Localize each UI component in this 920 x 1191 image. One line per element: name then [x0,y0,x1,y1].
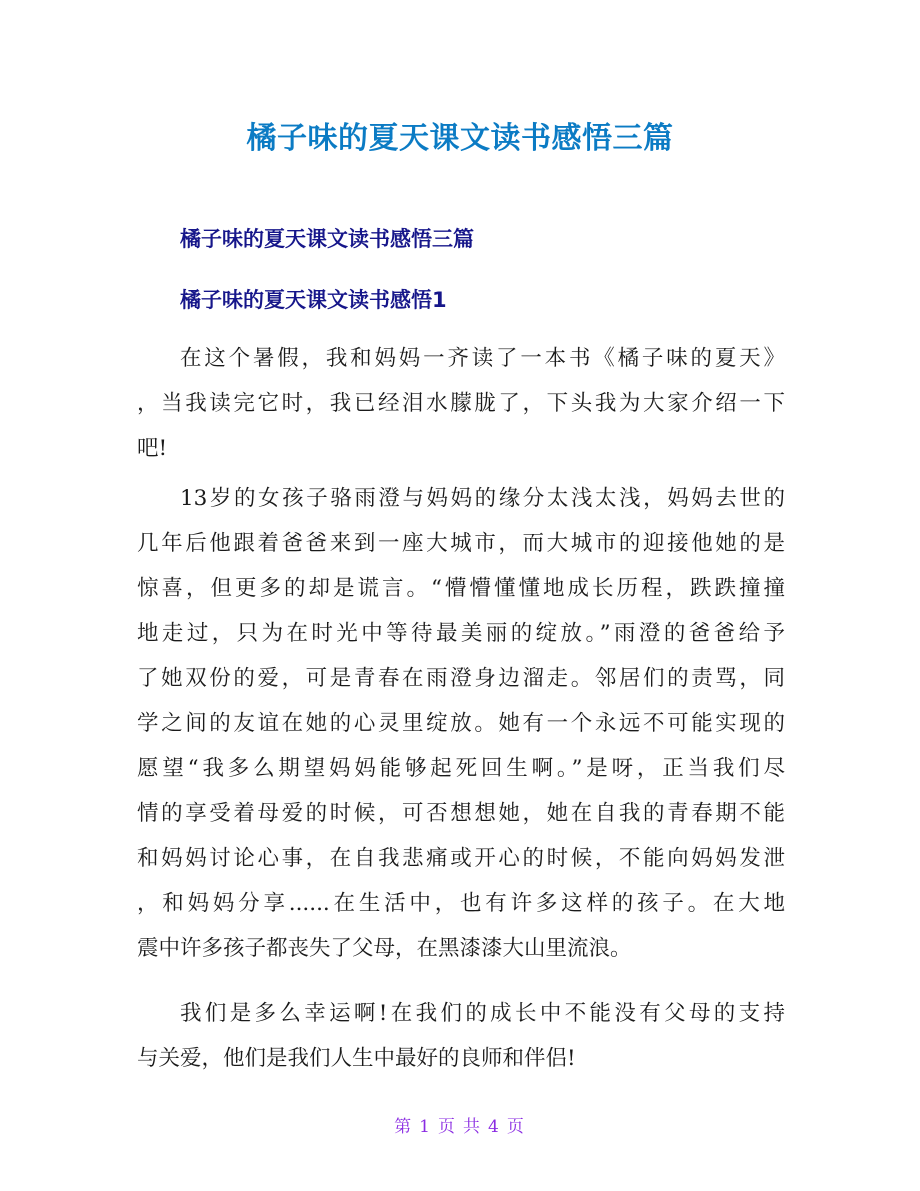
page-number-footer [0,1112,920,1137]
paragraph-line: 和妈妈讨论心事，在自我悲痛或开心的时候，不能向妈妈发泄 [137,846,785,871]
paragraph-line: 情的享受着母爱的时候，可否想想她，她在自我的青春期不能 [137,801,785,826]
paragraph-line: 在这个暑假，我和妈妈一齐读了一本书《橘子味的夏天》 [180,346,785,371]
paragraph-line: 与关爱，他们是我们人生中最好的良师和伴侣! [137,1046,576,1071]
paragraph-line: 13岁的女孩子骆雨澄与妈妈的缘分太浅太浅，妈妈去世的 [180,486,785,511]
footer-total-prefix: 共 [463,1117,482,1137]
paragraph-line: 吧! [137,436,168,461]
paragraph-line: 愿望“我多么期望妈妈能够起死回生啊。”是呀，正当我们尽 [137,756,785,781]
paragraph-line: 学之间的友谊在她的心灵里绽放。她有一个永远不可能实现的 [137,711,785,736]
paragraph-2 [137,476,785,971]
footer-prefix: 第 [394,1117,414,1137]
paragraph-line: 我们是多么幸运啊!在我们的成长中不能没有父母的支持 [180,1001,785,1026]
footer-total-unit: 页 [506,1117,526,1137]
paragraph-line: 惊喜，但更多的却是谎言。“懵懵懂懂地成长历程，跌跌撞撞 [137,576,785,601]
subsection-heading: 橘子味的夏天课文读书感悟1 [180,288,447,312]
paragraph-line: ，当我读完它时，我已经泪水朦胧了，下头我为大家介绍一下 [137,391,785,416]
current-page-number: 1 [419,1117,432,1137]
paragraph-line: 几年后他跟着爸爸来到一座大城市，而大城市的迎接他她的是 [137,531,785,556]
paragraph-line: 震中许多孩子都丧失了父母，在黑漆漆大山里流浪。 [137,936,632,961]
paragraph-3 [137,991,785,1081]
document-title: 橘子味的夏天课文读书感悟三篇 [246,121,674,156]
paragraph-line: 地走过，只为在时光中等待最美丽的绽放。”雨澄的爸爸给予 [137,621,785,646]
total-page-count: 4 [488,1117,501,1137]
paragraph-1 [137,336,785,471]
section-heading: 橘子味的夏天课文读书感悟三篇 [180,227,474,251]
paragraph-line: ，和妈妈分享......在生活中，也有许多这样的孩子。在大地 [137,891,785,916]
footer-page-unit: 页 [438,1117,457,1137]
paragraph-line: 了她双份的爱，可是青春在雨澄身边溜走。邻居们的责骂，同 [137,666,785,691]
